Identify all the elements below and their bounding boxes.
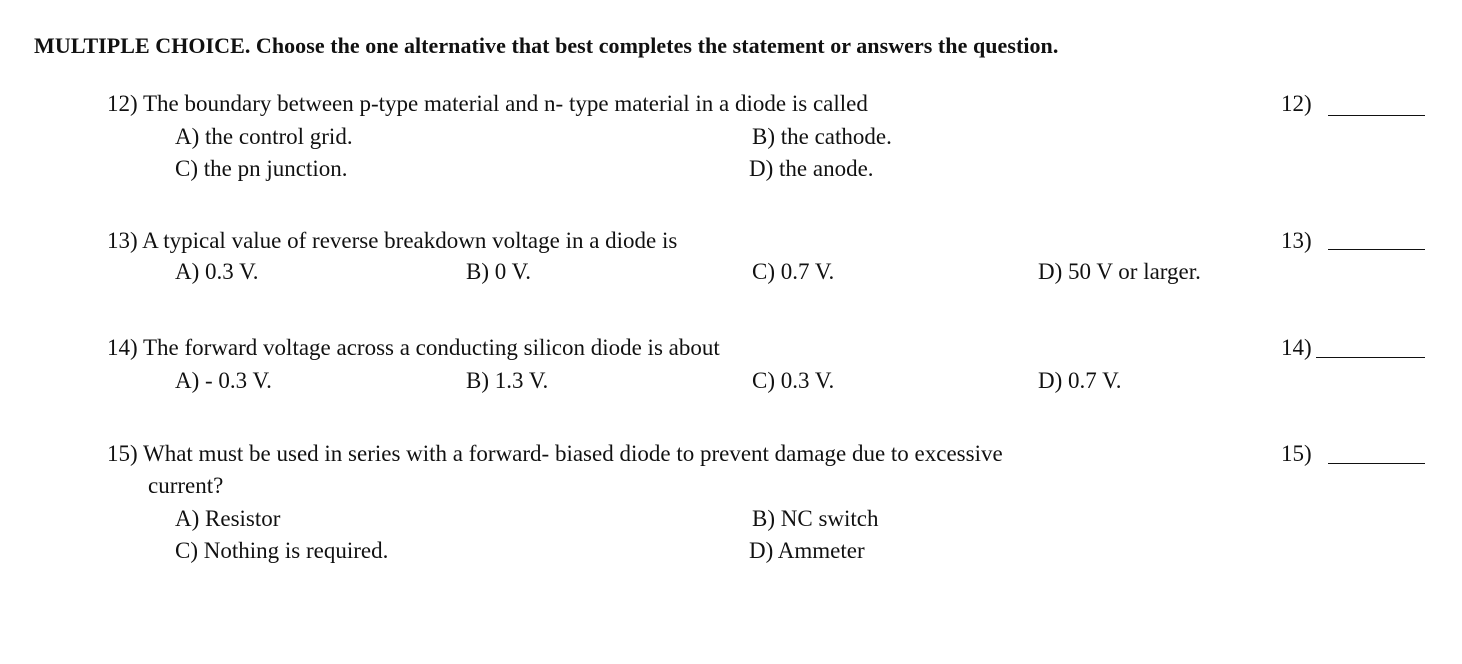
option-a: A) - 0.3 V. [175, 368, 272, 393]
answer-number-label: 12) [1281, 91, 1312, 116]
answer-blank[interactable] [1316, 357, 1425, 358]
option-c: C) the pn junction. [175, 156, 348, 181]
question-stem: 15) What must be used in series with a forward- biased diode to prevent damage due to excessive [107, 441, 1003, 466]
answer-blank[interactable] [1328, 249, 1425, 250]
option-a: A) Resistor [175, 506, 281, 531]
answer-number-label: 15) [1281, 441, 1312, 466]
question-stem: 12) The boundary between p-type material and n- type material in a diode is called [107, 91, 868, 116]
option-c: C) Nothing is required. [175, 538, 389, 563]
question-stem: 14) The forward voltage across a conducting silicon diode is about [107, 335, 720, 360]
section-instructions: MULTIPLE CHOICE. Choose the one alternative that best completes the statement or answers the question. [34, 33, 1059, 58]
answer-blank[interactable] [1328, 463, 1425, 464]
option-b: B) the cathode. [752, 124, 892, 149]
option-b: B) 1.3 V. [466, 368, 549, 393]
option-d: D) Ammeter [749, 538, 865, 563]
option-a: A) the control grid. [175, 124, 353, 149]
option-c: C) 0.7 V. [752, 259, 835, 284]
question-stem: 13) A typical value of reverse breakdown voltage in a diode is [107, 228, 678, 253]
option-d: D) 50 V or larger. [1038, 259, 1201, 284]
option-a: A) 0.3 V. [175, 259, 259, 284]
answer-blank[interactable] [1328, 115, 1425, 116]
option-b: B) NC switch [752, 506, 879, 531]
option-b: B) 0 V. [466, 259, 531, 284]
answer-number-label: 13) [1281, 228, 1312, 253]
question-stem-continued: current? [148, 473, 224, 498]
option-d: D) the anode. [749, 156, 874, 181]
answer-number-label: 14) [1281, 335, 1312, 360]
option-d: D) 0.7 V. [1038, 368, 1122, 393]
option-c: C) 0.3 V. [752, 368, 835, 393]
